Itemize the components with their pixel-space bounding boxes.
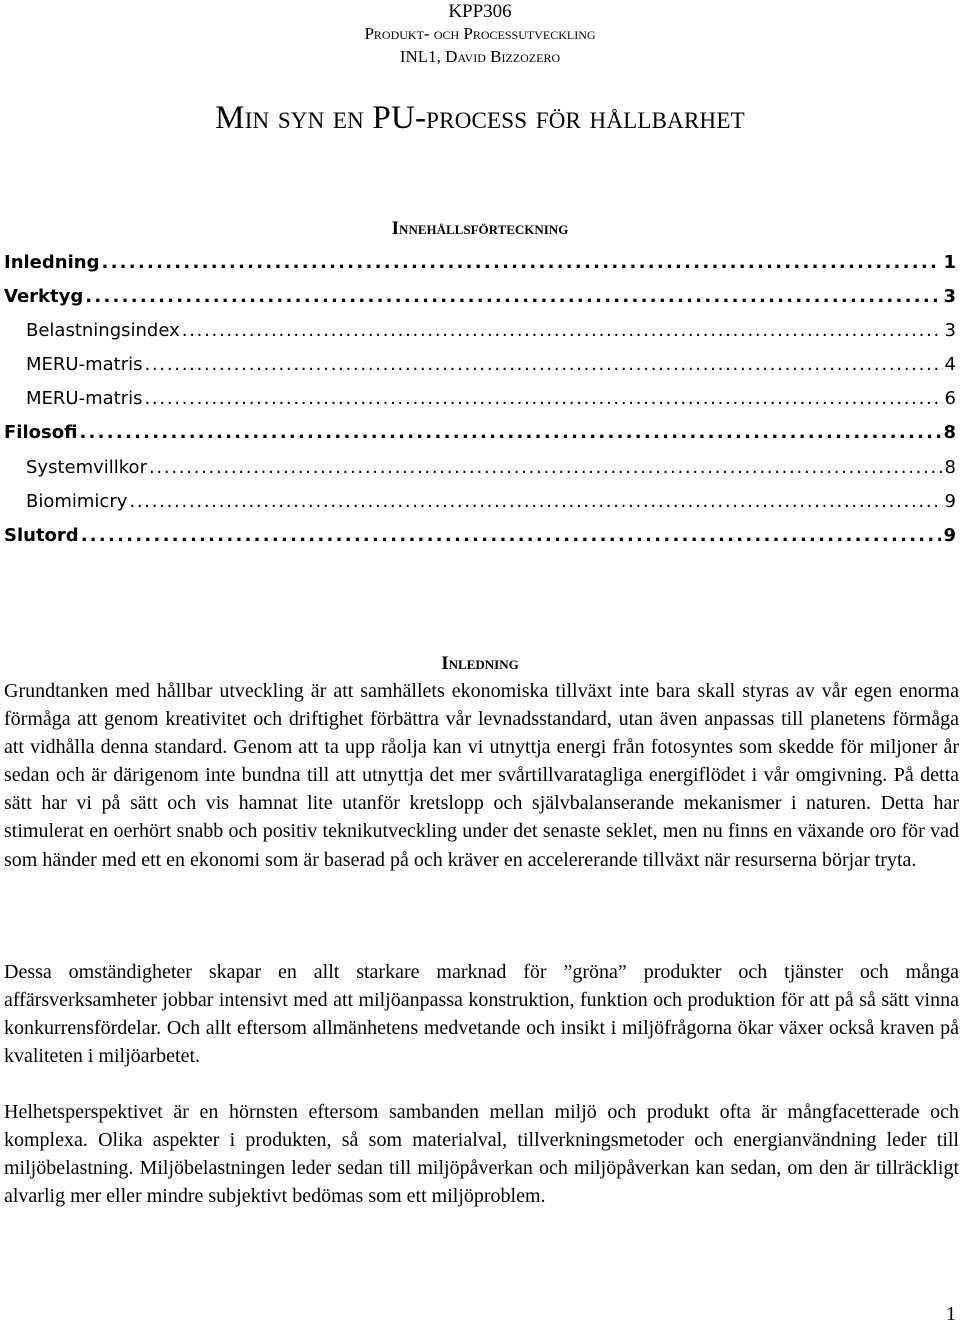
- toc-entry-page: 6: [944, 388, 956, 410]
- toc-entry[interactable]: [0, 485, 960, 519]
- intro-paragraph: Dessa omständigheter skapar en allt starkare marknad för ”gröna” produkter och tjänster och många affärsverksamheter jobbar intensivt med att miljöanpassa konstruktion, funktion och produktion för att på så sätt vinna konkurrensfördelar. Och allt eftersom allmänhetens medvetande och insikt i miljöfrågorna ökar växer också kraven på kvaliteten i miljöarbetet.: [4, 961, 959, 1068]
- intro-paragraph: Helhetsperspektivet är en hörnsten eftersom sambanden mellan miljö och produkt ofta är mångfacetterade och komplexa. Olika aspekter i produkten, så som materialval, tillverkningsmetoder och energianvändning leder till miljöbelastning. Miljöbelastningen leder sedan till miljöpåverkan och miljöpåverkan kan sedan, om den är tillräckligt alvarlig mer eller mindre subjektivt bedömas som ett miljöproblem.: [4, 1101, 959, 1208]
- toc-entry-page: 8: [943, 422, 956, 444]
- toc-entry-page: 9: [943, 524, 956, 546]
- toc-entry-label: Verktyg: [4, 286, 84, 308]
- toc-entry-page: 4: [944, 354, 956, 376]
- toc-leader: [85, 280, 941, 314]
- toc-leader: [81, 519, 942, 553]
- toc-leader: [182, 314, 943, 348]
- toc-entry-page: 3: [944, 320, 956, 342]
- toc-entry-label: Biomimicry: [26, 490, 128, 512]
- course-name: Produkt- och Processutveckling: [364, 24, 596, 43]
- toc-entry-page: 8: [944, 456, 956, 478]
- toc-entry-label: MERU-matris: [26, 354, 143, 376]
- toc-entry[interactable]: [0, 416, 960, 450]
- toc-entry-label: Slutord: [4, 524, 79, 546]
- toc-entry[interactable]: [0, 519, 960, 553]
- toc-leader: [144, 382, 942, 416]
- assignment-author: INL1, David Bizzozero: [399, 47, 561, 66]
- toc-entry-page: 3: [943, 286, 956, 308]
- section-heading-intro: Inledning: [441, 653, 519, 674]
- document-title: Min syn en PU-process för hållbarhet: [215, 100, 745, 136]
- toc-leader: [149, 451, 943, 485]
- toc-entry-label: MERU-matris: [26, 388, 143, 410]
- toc-heading: Innehållsförteckning: [391, 218, 569, 239]
- toc-entry-label: Systemvillkor: [26, 456, 147, 478]
- toc-entry-page: 9: [944, 490, 956, 512]
- toc-entry-page: 1: [943, 252, 956, 273]
- toc-entry[interactable]: [0, 314, 960, 348]
- toc-leader: [144, 348, 942, 382]
- toc-leader: [101, 246, 941, 280]
- toc-leader: [79, 416, 941, 450]
- toc-entry-label: Inledning: [4, 252, 100, 273]
- toc-entry[interactable]: [0, 246, 960, 280]
- intro-paragraph: Grundtanken med hållbar utveckling är att samhällets ekonomiska tillväxt inte bara skall styras av vår egen enorma förmåga att genom kreativitet och driftighet förbättra vår levnadsstandard, utan även anpassas till planetens förmåga att vidhålla denna standard. Genom att ta upp råolja kan vi utnyttja energi från fotosyntes som skedde för miljoner år sedan och är därigenom inte bundna till att utnyttja det mer svårtillvaratagliga energiflödet i vår omgivning. På detta sätt har vi på sätt och vis hamnat lite utanför kretslopp och självbalanserande mekanismer i naturen. Detta har stimulerat en oerhört snabb och positiv teknikutveckling under det senaste seklet, men nu finns en växande oro för vad som händer med ett en ekonomi som är baserad på och kräver en accelererande tillväxt när resurserna börjar tryta.: [4, 680, 959, 871]
- course-code: KPP306: [448, 1, 512, 22]
- toc-leader: [129, 485, 942, 519]
- toc-entry-label: Belastningsindex: [26, 320, 180, 342]
- table-of-contents: [0, 246, 960, 553]
- toc-entry[interactable]: [0, 451, 960, 485]
- page-number: 1: [946, 1303, 956, 1325]
- toc-entry-label: Filosofi: [4, 422, 78, 444]
- toc-entry[interactable]: [0, 348, 960, 382]
- toc-entry[interactable]: [0, 382, 960, 416]
- toc-entry[interactable]: [0, 280, 960, 314]
